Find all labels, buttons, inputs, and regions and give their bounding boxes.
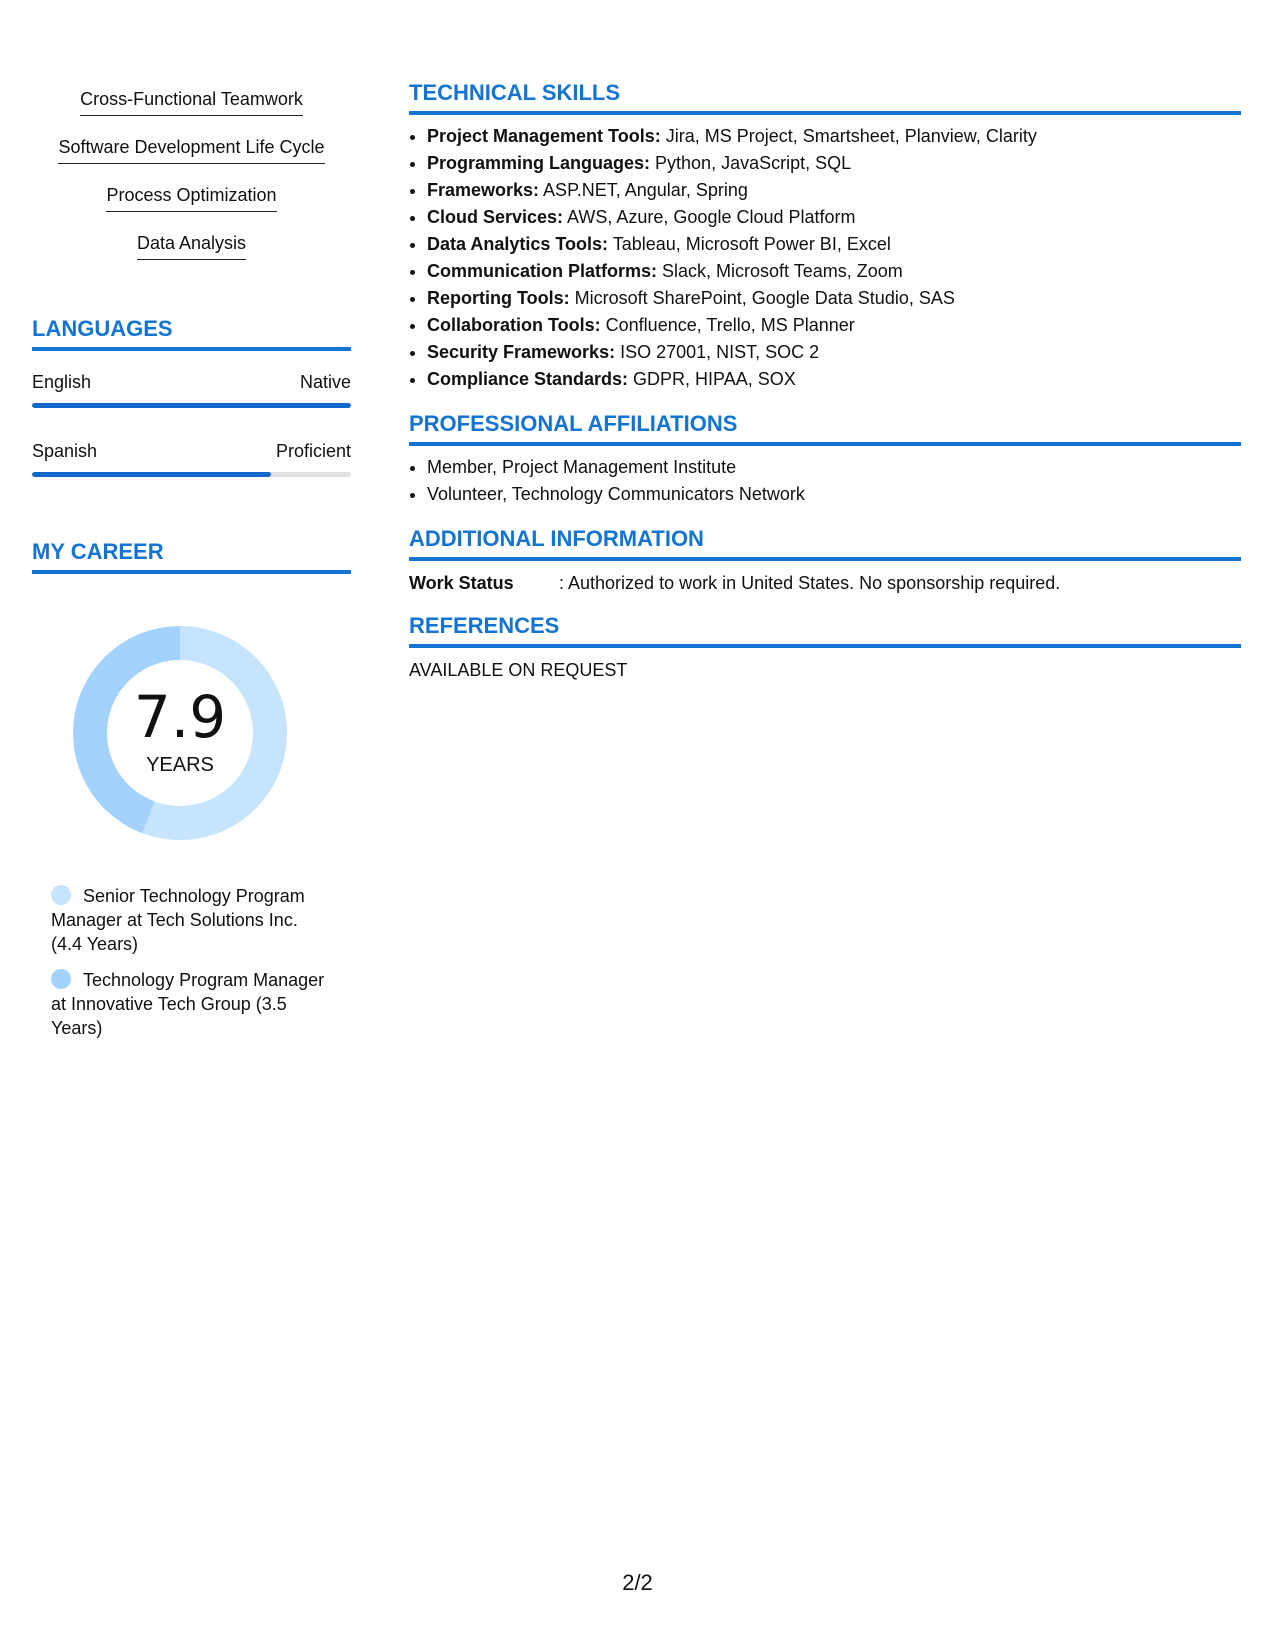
- skill-label: Compliance Standards:: [427, 369, 629, 389]
- skill-tag: Data Analysis: [137, 232, 246, 260]
- skill-label: Project Management Tools:: [427, 126, 661, 146]
- list-item: [427, 231, 1241, 258]
- language-name: Spanish: [32, 441, 98, 461]
- skill-label: Data Analytics Tools:: [427, 234, 609, 254]
- skill-label: Communication Platforms:: [427, 261, 658, 281]
- list-item: [427, 150, 1241, 177]
- language-name: English: [32, 372, 92, 392]
- left-column: [32, 80, 351, 1052]
- technical-skills-title: TECHNICAL SKILLS: [409, 80, 1241, 115]
- references-section: [409, 613, 1241, 682]
- skill-value: ASP.NET, Angular, Spring: [539, 180, 748, 200]
- legend-item: [51, 968, 331, 1040]
- skill-label: Programming Languages:: [427, 153, 651, 173]
- list-item: [427, 339, 1241, 366]
- languages-title: LANGUAGES: [32, 316, 351, 351]
- list-item: • Volunteer, Technology Communicators Network: [427, 481, 1241, 508]
- additional-info-title: ADDITIONAL INFORMATION: [409, 526, 1241, 561]
- legend-item: [51, 884, 331, 956]
- page-number: 2/2: [622, 1570, 653, 1595]
- references-title: REFERENCES: [409, 613, 1241, 648]
- skill-value: Python, JavaScript, SQL: [650, 153, 852, 173]
- skill-label: Cloud Services:: [427, 207, 564, 227]
- list-item: [427, 123, 1241, 150]
- language-item: [32, 440, 351, 477]
- list-item: [427, 177, 1241, 204]
- list-item: [427, 312, 1241, 339]
- technical-skills-section: [409, 80, 1241, 393]
- affiliations-section: [409, 411, 1241, 508]
- skill-tag: Software Development Life Cycle: [58, 136, 324, 164]
- career-donut-chart: [65, 618, 295, 848]
- skill-tag: Process Optimization: [106, 184, 276, 212]
- skill-tags: [32, 80, 351, 272]
- language-bar: [32, 472, 351, 477]
- legend-dot-icon: [51, 885, 71, 905]
- skill-label: Security Frameworks:: [427, 342, 616, 362]
- skill-value: Jira, MS Project, Smartsheet, Planview, Clarity: [660, 126, 1037, 146]
- right-column: [409, 80, 1241, 700]
- skill-label: Reporting Tools:: [427, 288, 570, 308]
- legend-dot-icon: [51, 969, 71, 989]
- skill-value: ISO 27001, NIST, SOC 2: [615, 342, 820, 362]
- legend-label: Senior Technology Program Manager at Tech Solutions Inc. (4.4 Years): [51, 886, 305, 954]
- language-item: [32, 371, 351, 408]
- technical-skills-list: [409, 123, 1241, 393]
- skill-tag: Cross-Functional Teamwork: [80, 88, 303, 116]
- career-total-unit: YEARS: [146, 754, 214, 776]
- list-item: • Member, Project Management Institute: [427, 454, 1241, 481]
- career-legend: [51, 884, 331, 1040]
- list-item: [427, 366, 1241, 393]
- list-item: [427, 204, 1241, 231]
- additional-info-section: [409, 526, 1241, 595]
- work-status-label: Work Status: [409, 573, 514, 593]
- skill-value: Slack, Microsoft Teams, Zoom: [657, 261, 903, 281]
- skill-label: Frameworks:: [427, 180, 540, 200]
- legend-label: Technology Program Manager at Innovative Tech Group (3.5 Years): [51, 970, 325, 1038]
- work-status-value: : Authorized to work in United States. No sponsorship required.: [559, 573, 1061, 593]
- language-level: Proficient: [275, 441, 351, 461]
- career-total-value: 7.9: [133, 683, 227, 751]
- affiliations-title: PROFESSIONAL AFFILIATIONS: [409, 411, 1241, 446]
- skill-value: GDPR, HIPAA, SOX: [628, 369, 796, 389]
- skill-value: Confluence, Trello, MS Planner: [600, 315, 855, 335]
- language-level: Native: [299, 372, 351, 392]
- skill-label: Collaboration Tools:: [427, 315, 601, 335]
- references-text: AVAILABLE ON REQUEST: [409, 660, 628, 680]
- list-item: [427, 285, 1241, 312]
- skill-value: Tableau, Microsoft Power BI, Excel: [608, 234, 891, 254]
- language-bar: [32, 403, 351, 408]
- affiliations-list: [409, 454, 1241, 508]
- language-bar-fill: [32, 472, 271, 477]
- skill-value: Microsoft SharePoint, Google Data Studio, SAS: [569, 288, 955, 308]
- list-item: [427, 258, 1241, 285]
- work-status-row: [409, 571, 1241, 595]
- language-bar-fill: [32, 403, 351, 408]
- skill-value: AWS, Azure, Google Cloud Platform: [563, 207, 856, 227]
- career-title: MY CAREER: [32, 539, 351, 574]
